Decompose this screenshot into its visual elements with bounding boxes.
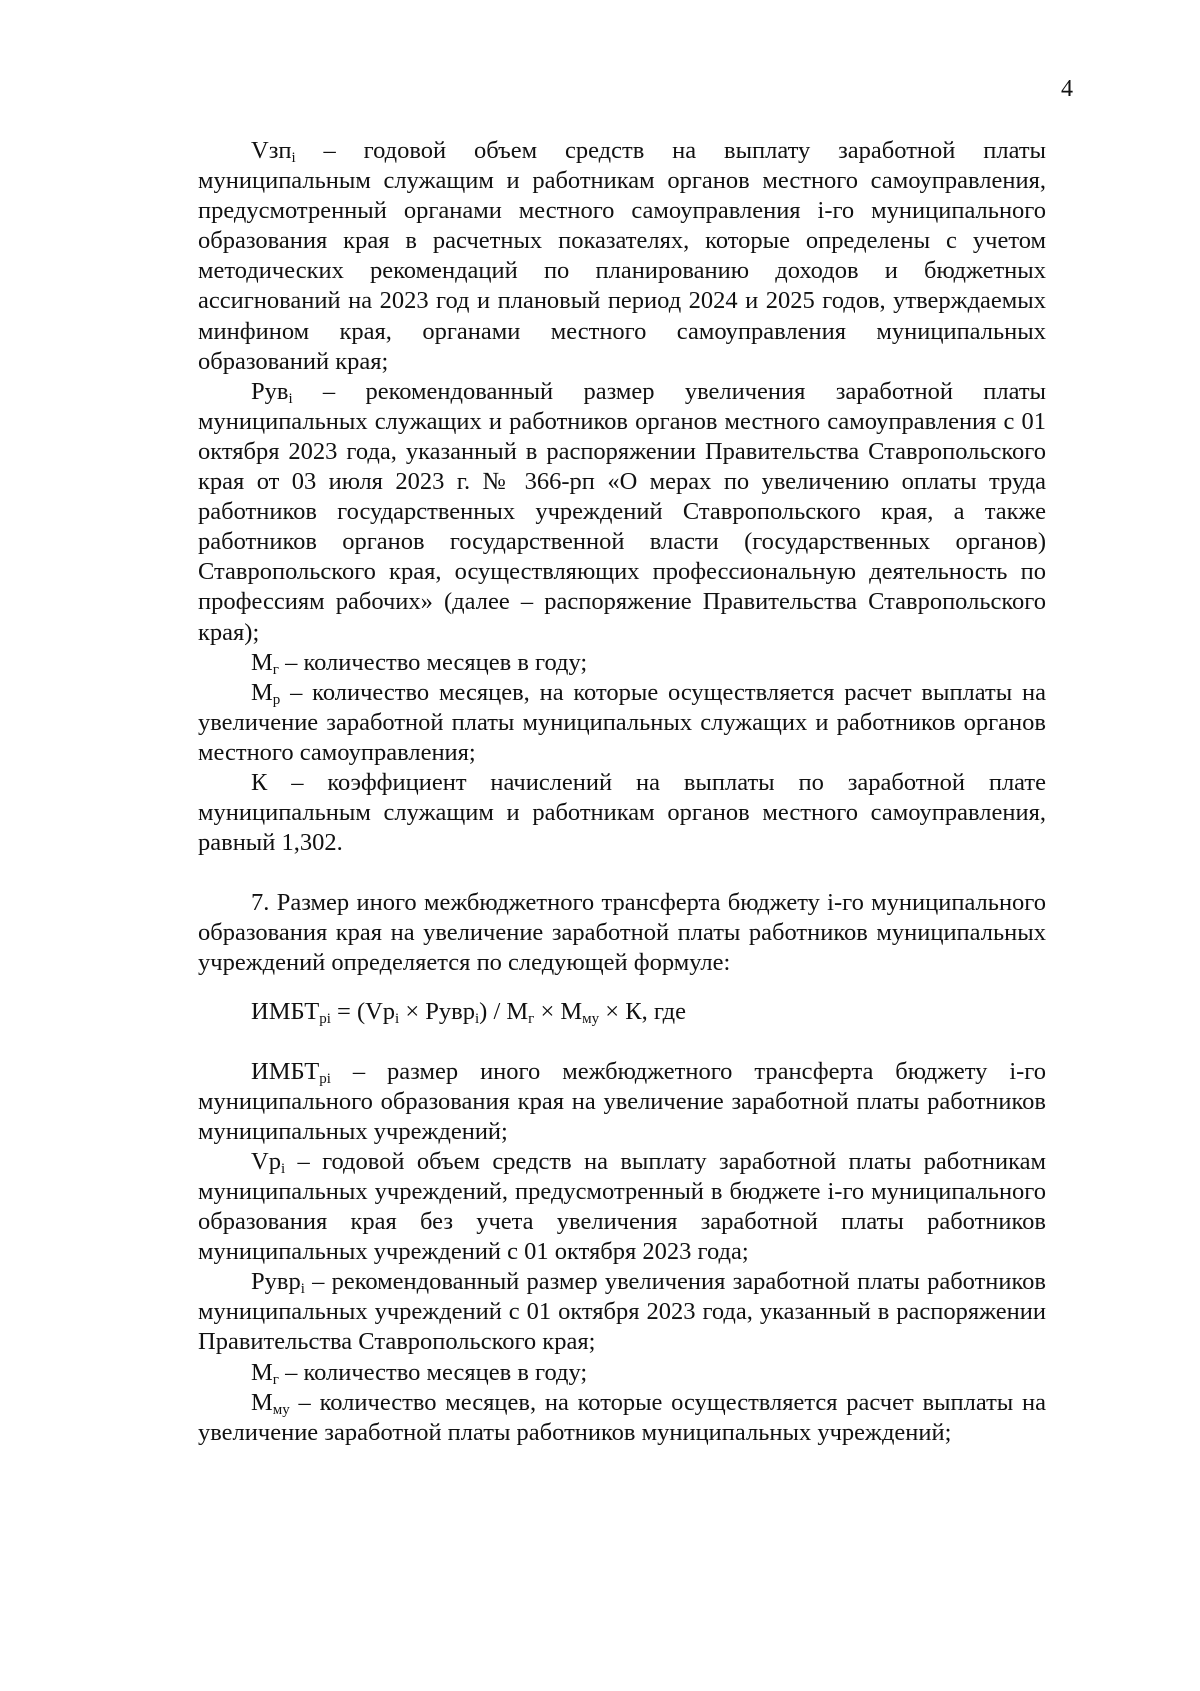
page-number: 4: [1061, 76, 1073, 102]
spacer: [198, 858, 1046, 888]
paragraph-k: К – коэффициент начислений на выплаты по заработной плате муниципальным служащим и работникам органов местного самоуправления, равный 1,302.: [198, 768, 1046, 857]
paragraph-mg: $М_г$ – количество месяцев в году;: [251, 648, 588, 678]
document-body: [198, 136, 1046, 1448]
paragraph-7: 7. Размер иного межбюджетного трансферта бюджету i-го муниципального образования края на увеличение заработной платы работников муниципальных учреждений определяется по следующей формуле:: [198, 889, 1046, 977]
formula: $ИМБТ_{рi} = (Vр_i$ × Рувр$_i$) / $М_г \times М_{му} \times К$, где: [251, 997, 686, 1027]
paragraph-ruv: Рув$_i$ – рекомендованный размер увеличения заработной платы муниципальных служащих и работников органов местного самоуправления с 01 октября 2023 года, указанный в распоряжении Правительства Ставропольского края от 03 июля 2023 г. № 366-рп «О мерах по увеличению оплаты труда работников государственных учреждений Ставропольского края, а также работников органов государственной власти (государственных органов) Ставропольского края, осуществляющих профессиональную деятельность по профессиям рабочих» (далее – распоряжение Правительства Ставропольского края);: [198, 377, 1046, 646]
paragraph-ruvr: Рувр$_i$ – рекомендованный размер увеличения заработной платы работников муниципальных учреждений с 01 октября 2023 года, указанный в распоряжении Правительства Ставропольского края;: [198, 1268, 1046, 1356]
paragraph-mr: $М_р$ – количество месяцев, на которые осуществляется расчет выплаты на увеличение заработной платы муниципальных служащих и работников органов местного самоуправления;: [198, 678, 1046, 766]
paragraph-mg-2: $М_г$ – количество месяцев в году;: [251, 1358, 588, 1388]
paragraph-mmu: $М_{му}$ – количество месяцев, на которые осуществляется расчет выплаты на увеличение заработной платы работников муниципальных учреждений;: [198, 1388, 1046, 1446]
paragraph-vr: $Vр_i$ – годовой объем средств на выплату заработной платы работникам муниципальных учреждений, предусмотренный в бюджете i-го муниципального образования края без учета увеличения заработной платы работников муниципальных учреждений с 01 октября 2023 года;: [198, 1147, 1046, 1266]
paragraph-imbt: $ИМБТ_{рi}$ – размер иного межбюджетного трансферта бюджету i-го муниципального образования края на увеличение заработной платы работников муниципальных учреждений;: [198, 1057, 1046, 1145]
paragraph-vzp: Vзп$_i$ – годовой объем средств на выплату заработной платы муниципальным служащим и работникам органов местного самоуправления, предусмотренный органами местного самоуправления i-го муниципального образования края в расчетных показателях, которые определены с учетом методических рекомендаций по планированию доходов и бюджетных ассигнований на 2023 год и плановый период 2024 и 2025 годов, утверждаемых минфином края, органами местного самоуправления муниципальных образований края;: [198, 137, 1046, 375]
